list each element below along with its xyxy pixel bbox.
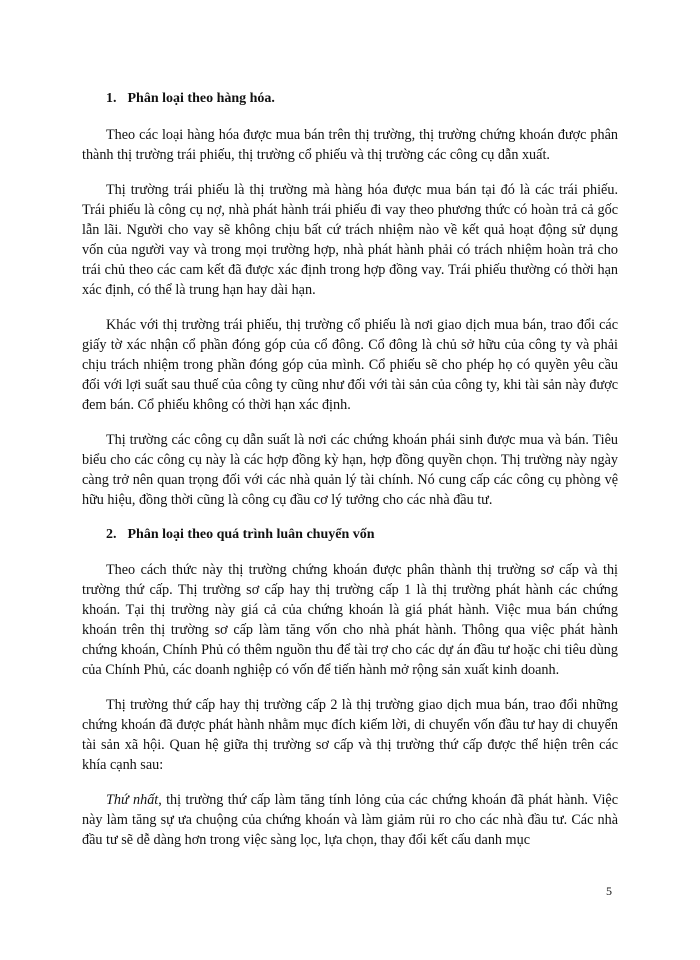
page-number: 5	[606, 884, 612, 898]
section-heading-2	[82, 525, 618, 545]
section-number-2: 2.	[106, 527, 117, 542]
paragraph-text: , thị trường thứ cấp làm tăng tính lỏng của các chứng khoán đã phát hành. Việc này làm tăng sự ưa chuộng của chứng khoán và làm giảm rủi ro cho các nhà đầu tư. Các nhà đầu tư sẽ dễ dàng hơn trong việc sàng lọc, lựa chọn, thay đổi kết cấu danh mục	[82, 792, 618, 848]
section-title-2: Phân loại theo quá trình luân chuyển vốn	[127, 527, 375, 542]
paragraph: Thị trường các công cụ dẫn suất là nơi các chứng khoán phái sinh được mua và bán. Tiêu biểu cho các công cụ này là các hợp đồng kỳ hạn, hợp đồng quyền chọn. Thị trường này ngày càng trở nên quan trọng đối với các nhà quản lý tài chính. Nó cung cấp các công cụ phòng vệ hữu hiệu, đồng thời cũng là công cụ đầu cơ lý tưởng cho các nhà đầu tư.	[82, 432, 618, 508]
section-heading-1	[82, 89, 618, 109]
section-number-1: 1.	[106, 91, 117, 106]
paragraph: Khác với thị trường trái phiếu, thị trường cổ phiếu là nơi giao dịch mua bán, trao đổi các giấy tờ xác nhận cổ phần đóng góp của cổ đông. Cổ đông là chủ sở hữu của công ty và phải chịu trách nhiệm trong phần đóng góp của mình. Cổ phiếu sẽ cho phép họ có quyền yêu cầu đối với lợi suất sau thuế của công ty cũng như đối với tài sản của công ty, khi tài sản này được đem bán. Cổ phiếu không có thời hạn xác định.	[82, 317, 618, 413]
paragraph-last	[82, 790, 618, 850]
section-title-1: Phân loại theo hàng hóa.	[127, 91, 275, 106]
paragraph: Thị trường thứ cấp hay thị trường cấp 2 là thị trường giao dịch mua bán, trao đổi những chứng khoán đã được phát hành nhằm mục đích kiếm lời, di chuyển vốn đầu tư hay di chuyển tài sản xã hội. Quan hệ giữa thị trường sơ cấp và thị trường thứ cấp được thể hiện trên các khía cạnh sau:	[82, 697, 618, 773]
page-content	[82, 89, 618, 850]
paragraph: Theo các loại hàng hóa được mua bán trên thị trường, thị trường chứng khoán được phân thành thị trường trái phiếu, thị trường cổ phiếu và thị trường các công cụ dẫn xuất.	[82, 127, 618, 163]
italic-lead: Thứ nhất	[106, 792, 159, 808]
paragraph: Theo cách thức này thị trường chứng khoán được phân thành thị trường sơ cấp và thị trường thứ cấp. Thị trường sơ cấp hay thị trường cấp 1 là thị trường phát hành các chứng khoán. Tại thị trường này giá cả của chứng khoán là giá phát hành. Việc mua bán chứng khoán trên thị trường sơ cấp làm tăng vốn cho nhà phát hành. Thông qua việc phát hành chứng khoán, Chính Phủ có thêm nguồn thu để tài trợ cho các dự án đầu tư hoặc chi tiêu dùng của Chính Phủ, các doanh nghiệp có vốn để tiến hành mở rộng sản xuất kinh doanh.	[82, 562, 618, 678]
paragraph: Thị trường trái phiếu là thị trường mà hàng hóa được mua bán tại đó là các trái phiếu. Trái phiếu là công cụ nợ, nhà phát hành trái phiếu đi vay theo phương thức có hoàn trả cả gốc lẫn lãi. Người cho vay sẽ không chịu bất cứ trách nhiệm nào về kết quả hoạt động sử dụng vốn của người vay và trong mọi trường hợp, nhà phát hành phải có trách nhiệm hoàn trả cho trái chủ theo các cam kết đã được xác định trong hợp đồng vay. Trái phiếu thường có thời hạn xác định, có thể là trung hạn hay dài hạn.	[82, 182, 618, 298]
